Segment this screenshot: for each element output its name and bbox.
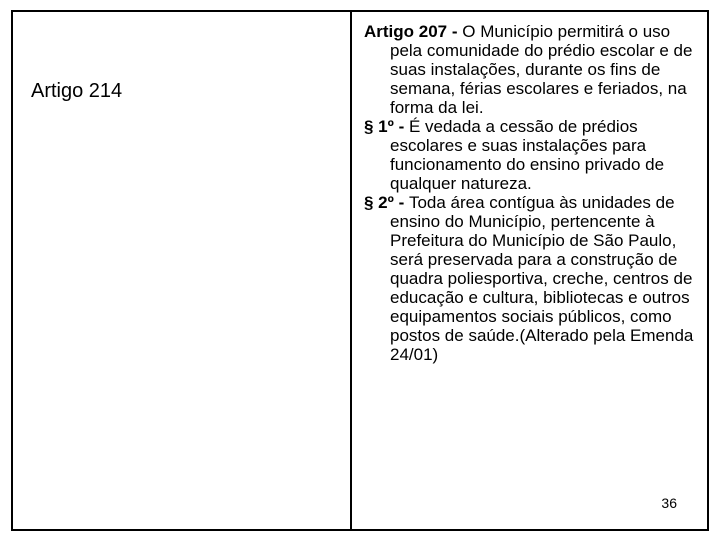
article-title: Artigo 214 bbox=[31, 80, 123, 102]
comparison-table bbox=[11, 10, 709, 531]
left-cell bbox=[13, 12, 352, 529]
paragraph-text: É vedada a cessão de prédios escolares e suas instalações para funcionamento do ensino privado de qualquer natureza. bbox=[390, 117, 665, 193]
article-paragraph bbox=[364, 117, 699, 193]
article-paragraph bbox=[364, 193, 699, 364]
paragraph-lead: § 2º - bbox=[364, 193, 409, 212]
paragraph-lead: § 1º - bbox=[364, 117, 409, 136]
paragraph-text: Toda área contígua às unidades de ensino do Município, pertencente à Prefeitura do Município de São Paulo, será preservada para a construção de quadra poliesportiva, creche, centros de educação e cultura, bibliotecas e outros equipamentos sociais públicos, como postos de saúde.(Alterado pela Emenda 24/01) bbox=[390, 193, 694, 364]
paragraph-text: O Município permitirá o uso pela comunidade do prédio escolar e de suas instalações, durante os fins de semana, férias escolares e feriados, na forma da lei. bbox=[390, 22, 693, 117]
article-paragraph bbox=[364, 22, 699, 117]
page-number: 36 bbox=[661, 495, 677, 511]
paragraph-lead: Artigo 207 - bbox=[364, 22, 463, 41]
right-cell bbox=[352, 12, 707, 529]
